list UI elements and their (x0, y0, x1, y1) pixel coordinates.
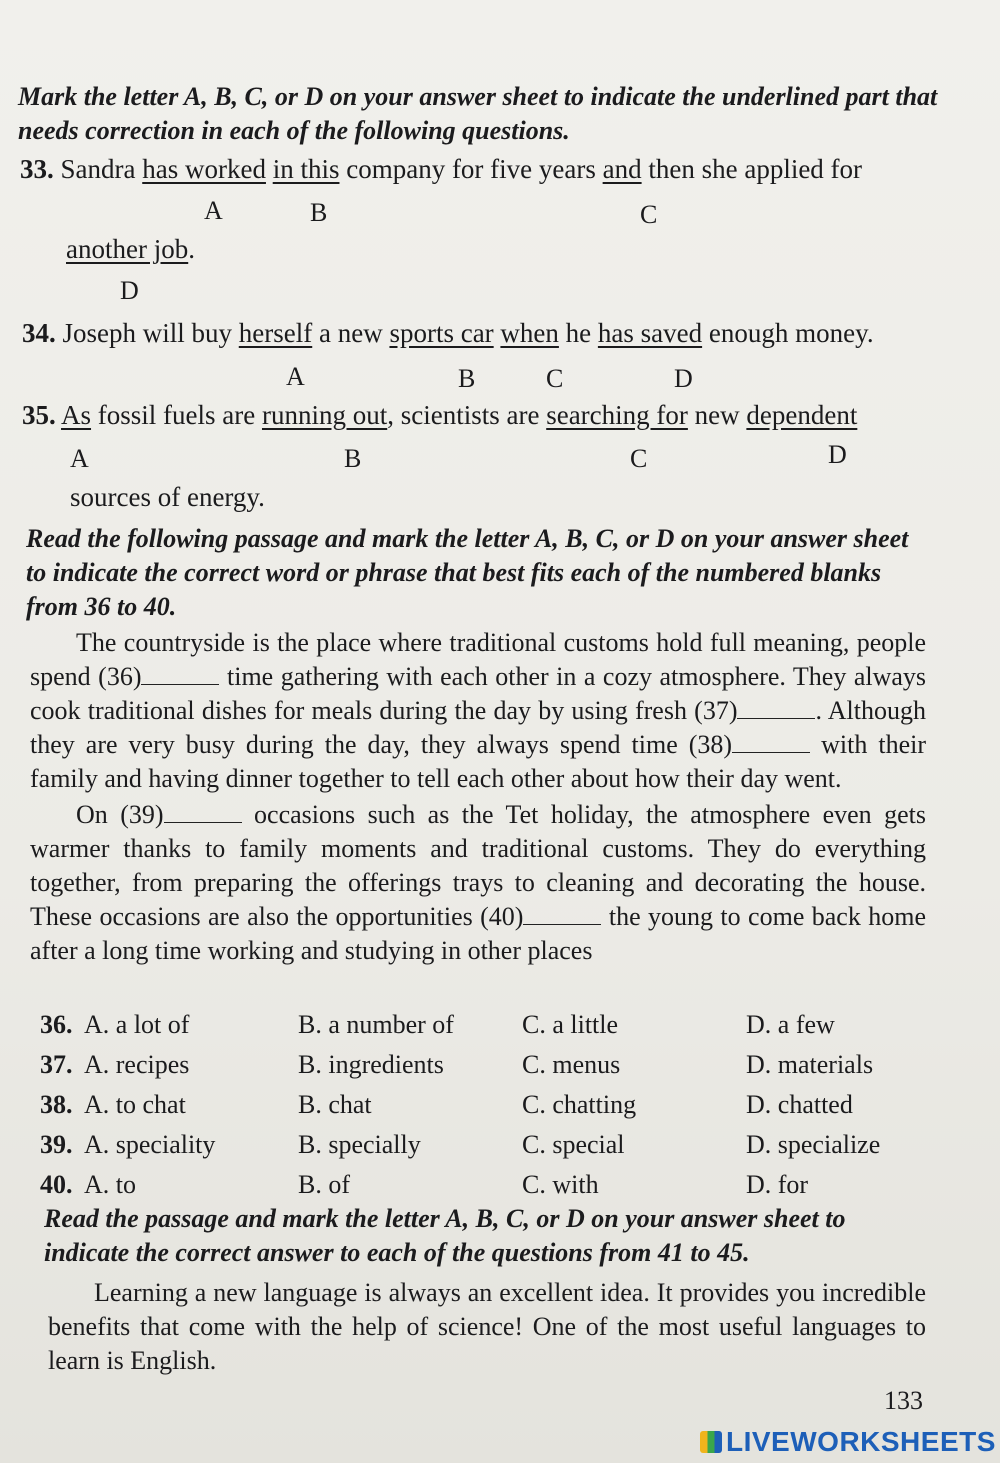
option-c[interactable]: C. a little (522, 1010, 619, 1039)
underlined-part-a[interactable]: herself (238, 318, 313, 348)
underlined-part-b[interactable]: sports car (389, 318, 494, 348)
instruction-error-identification: Mark the letter A, B, C, or D on your answer sheet to indicate the underlined part that needs correction in each of the following questions. (18, 82, 938, 145)
option-a[interactable]: A. to chat (84, 1090, 186, 1119)
underlined-part-b[interactable]: in this (272, 154, 340, 184)
question-number: 33. (20, 154, 54, 184)
option-d[interactable]: D. chatted (746, 1090, 853, 1119)
options-40: 40. A. to B. of C. with D. for (40, 1170, 809, 1199)
question-35: 35. As fossil fuels are running out, scientists are searching for new dependent (22, 400, 858, 430)
letter-c: C (640, 200, 658, 229)
question-35-continued: sources of energy. (70, 482, 265, 512)
letter-d: D (674, 364, 693, 393)
letter-d: D (120, 276, 139, 305)
blank-36[interactable] (141, 664, 219, 685)
option-d[interactable]: D. specialize (746, 1130, 881, 1159)
page-number: 133 (884, 1386, 923, 1415)
blank-38[interactable] (732, 732, 810, 753)
question-34: 34. Joseph will buy herself a new sports car when he has saved enough money. (22, 318, 874, 348)
options-36: 36. A. a lot of B. a number of C. a little D. a few (40, 1010, 835, 1039)
option-c[interactable]: C. menus (522, 1050, 621, 1079)
option-d[interactable]: D. a few (746, 1010, 835, 1039)
blank-40[interactable] (523, 904, 601, 925)
reading-passage: Learning a new language is always an excellent idea. It provides you incredible benefits that come with the help of science! One of the most useful languages to learn is English. (48, 1278, 926, 1375)
option-a[interactable]: A. to (84, 1170, 136, 1199)
option-c[interactable]: C. special (522, 1130, 625, 1159)
question-33-continued: another job. (66, 234, 195, 264)
option-a[interactable]: A. a lot of (84, 1010, 190, 1039)
underlined-part-c[interactable]: searching for (546, 400, 688, 430)
instruction-reading: Read the passage and mark the letter A, B, C, or D on your answer sheet to indicate the correct answer to each of the questions from 41 to 45. (44, 1204, 846, 1267)
underlined-part-a[interactable]: As (61, 400, 92, 430)
question-number: 34. (22, 318, 56, 348)
option-b[interactable]: B. of (298, 1170, 350, 1199)
option-b[interactable]: B. specially (298, 1130, 421, 1159)
letter-b: B (344, 444, 362, 473)
underlined-part-d[interactable]: has saved (597, 318, 703, 348)
options-38: 38. A. to chat B. chat C. chatting D. chatted (40, 1090, 853, 1119)
question-number: 35. (22, 400, 56, 430)
option-b[interactable]: B. ingredients (298, 1050, 444, 1079)
option-d[interactable]: D. for (746, 1170, 809, 1199)
underlined-part-b[interactable]: running out (261, 400, 388, 430)
options-37: 37. A. recipes B. ingredients C. menus D. materials (40, 1050, 874, 1079)
letter-d: D (828, 440, 847, 469)
paragraph-2: On (39) occasions such as the Tet holiday, the atmosphere even gets warmer thanks to family moments and traditional customs. They do everything together, from preparing the offerings trays to cleaning and decorating the house. These occasions are also the opportunities (40) the young to come back home after a long time working and studying in other places (30, 800, 927, 965)
underlined-part-a[interactable]: has worked (142, 154, 266, 184)
option-c[interactable]: C. chatting (522, 1090, 637, 1119)
blank-37[interactable] (737, 698, 815, 719)
letter-a: A (286, 362, 305, 391)
paragraph-1: The countryside is the place where traditional customs hold full meaning, people spend (36) time gathering with each other in a cozy atmosphere. They always cook traditional dishes for meals during the day by using fresh (37) . Although they are very busy during the day, they always spend time (38) with their family and having dinner together to tell each other about how their day went. (30, 628, 927, 793)
options-39: 39. A. speciality B. specially C. special D. specialize (40, 1130, 881, 1159)
letter-c: C (630, 444, 648, 473)
underlined-part-d[interactable]: dependent (746, 400, 858, 430)
liveworksheets-logo[interactable]: LIVEWORKSHEETS (700, 1426, 996, 1458)
letter-b: B (458, 364, 476, 393)
blank-39[interactable] (164, 802, 242, 823)
liveworksheets-icon (700, 1431, 722, 1453)
underlined-part-c[interactable]: when (500, 318, 559, 348)
option-b[interactable]: B. a number of (298, 1010, 454, 1039)
letter-b: B (310, 198, 328, 227)
option-a[interactable]: A. recipes (84, 1050, 190, 1079)
option-c[interactable]: C. with (522, 1170, 599, 1199)
option-a[interactable]: A. speciality (84, 1130, 216, 1159)
underlined-part-d[interactable]: another job (66, 234, 189, 264)
cloze-passage (30, 626, 926, 968)
letter-c: C (546, 364, 564, 393)
option-d[interactable]: D. materials (746, 1050, 874, 1079)
instruction-cloze: Read the following passage and mark the letter A, B, C, or D on your answer sheet to indicate the correct word or phrase that best fits each of the numbered blanks from 36 to 40. (26, 524, 909, 621)
question-33: 33. Sandra has worked in this company for five years and then she applied for (20, 154, 863, 184)
option-b[interactable]: B. chat (298, 1090, 372, 1119)
underlined-part-c[interactable]: and (602, 154, 642, 184)
letter-a: A (204, 196, 223, 225)
letter-a: A (70, 444, 89, 473)
